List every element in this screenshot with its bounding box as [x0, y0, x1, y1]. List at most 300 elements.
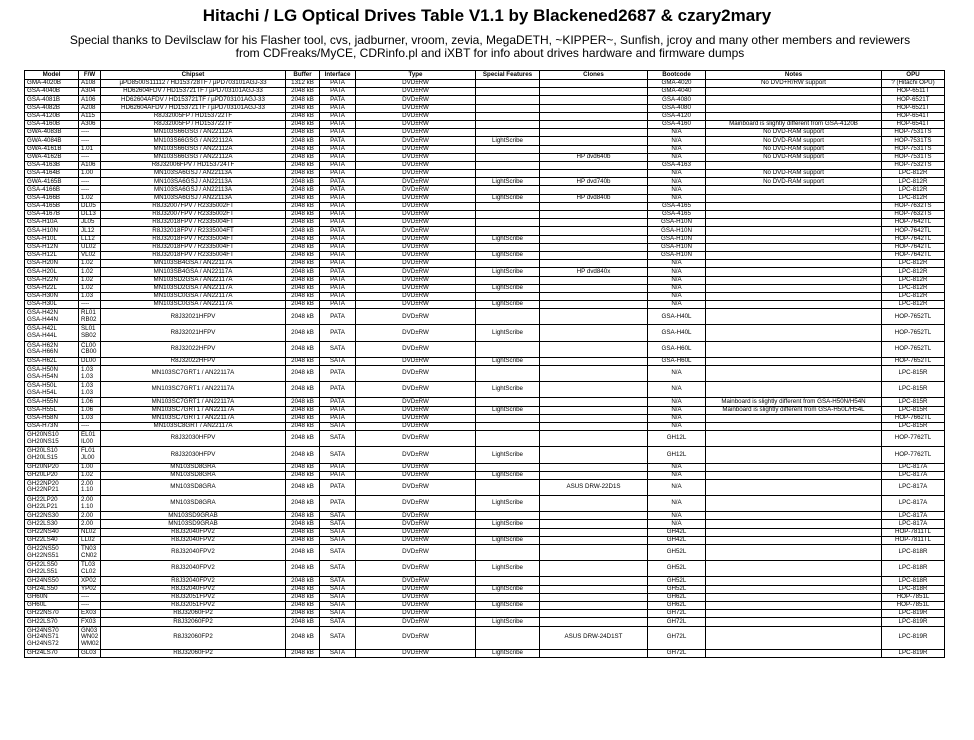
- cell-special-features: LightScribe: [476, 601, 540, 609]
- cell-firmware: 1.00: [79, 170, 101, 178]
- cell-chipset: R8J32040FPV2: [101, 545, 286, 561]
- table-row: [25, 219, 945, 227]
- cell-model: GSA-H10N: [25, 227, 79, 235]
- cell-buffer: 2048 kB: [286, 194, 320, 202]
- cell-model: GH22LS50 GH22LS51: [25, 561, 79, 577]
- cell-interface: SATA: [320, 512, 356, 520]
- cell-type: DVD±RW: [356, 145, 476, 153]
- cell-type: DVD±RW: [356, 292, 476, 300]
- cell-notes: [706, 561, 882, 577]
- cell-firmware: UL02: [79, 243, 101, 251]
- cell-type: DVD±RW: [356, 219, 476, 227]
- cell-special-features: [476, 463, 540, 471]
- table-row: [25, 243, 945, 251]
- cell-chipset: R8J32005FP / HD153722TF: [101, 120, 286, 128]
- table-row: [25, 137, 945, 145]
- table-row: [25, 431, 945, 447]
- cell-type: DVD±RW: [356, 536, 476, 544]
- cell-model: GH22LS30: [25, 520, 79, 528]
- cell-interface: PATA: [320, 178, 356, 186]
- cell-notes: No DVD-RAM support: [706, 137, 882, 145]
- column-header-clones: Clones: [540, 71, 648, 80]
- cell-notes: [706, 520, 882, 528]
- cell-buffer: 2048 kB: [286, 406, 320, 414]
- cell-firmware: 1.01: [79, 145, 101, 153]
- cell-firmware: VL02: [79, 251, 101, 259]
- cell-chipset: R8J32007FPV / R2335002FT: [101, 211, 286, 219]
- cell-clones: [540, 129, 648, 137]
- cell-opu: LPC-812R: [882, 194, 945, 202]
- cell-notes: [706, 161, 882, 169]
- cell-firmware: 1.02: [79, 284, 101, 292]
- cell-special-features: LightScribe: [476, 650, 540, 658]
- cell-chipset: µPD8500S11112 / HD153728TF / µPD703101AGJ-33: [101, 80, 286, 88]
- cell-firmware: 1.03 1.03: [79, 382, 101, 398]
- cell-buffer: 2048 kB: [286, 284, 320, 292]
- cell-notes: [706, 463, 882, 471]
- cell-notes: [706, 235, 882, 243]
- table-body: [25, 80, 945, 658]
- cell-interface: PATA: [320, 292, 356, 300]
- cell-chipset: MN103SD8GRA: [101, 463, 286, 471]
- cell-clones: [540, 104, 648, 112]
- column-header-type: Type: [356, 71, 476, 80]
- cell-interface: PATA: [320, 309, 356, 325]
- table-row: [25, 447, 945, 463]
- cell-buffer: 2048 kB: [286, 593, 320, 601]
- cell-chipset: R8J32021HFPV: [101, 309, 286, 325]
- cell-model: GH22LS40: [25, 536, 79, 544]
- cell-notes: [706, 512, 882, 520]
- cell-firmware: 1.06: [79, 406, 101, 414]
- cell-notes: [706, 227, 882, 235]
- cell-notes: [706, 276, 882, 284]
- cell-interface: PATA: [320, 120, 356, 128]
- cell-type: DVD±RW: [356, 414, 476, 422]
- cell-opu: HOP-6541T: [882, 112, 945, 120]
- cell-clones: ASUS DRW-22D1S: [540, 479, 648, 495]
- cell-model: GH22NS40: [25, 528, 79, 536]
- cell-model: GSA-4166B: [25, 186, 79, 194]
- cell-notes: No DVD-RAM support: [706, 170, 882, 178]
- cell-special-features: [476, 243, 540, 251]
- cell-opu: LPC-817A: [882, 463, 945, 471]
- cell-opu: LPC-819R: [882, 650, 945, 658]
- cell-buffer: 2048 kB: [286, 471, 320, 479]
- cell-chipset: MN103SC7GRT1 / AN22117A: [101, 398, 286, 406]
- column-header-firmware: F/W: [79, 71, 101, 80]
- cell-interface: PATA: [320, 153, 356, 161]
- cell-bootcode: GH72L: [648, 650, 706, 658]
- cell-interface: PATA: [320, 194, 356, 202]
- table-row: [25, 496, 945, 512]
- cell-opu: HOP-7642TL: [882, 251, 945, 259]
- cell-model: GH22NS30: [25, 512, 79, 520]
- cell-type: DVD±RW: [356, 496, 476, 512]
- cell-opu: HOP-6521T: [882, 96, 945, 104]
- cell-clones: [540, 545, 648, 561]
- cell-chipset: MN103S66GSG / AN22112A: [101, 153, 286, 161]
- cell-special-features: [476, 219, 540, 227]
- cell-type: DVD±RW: [356, 88, 476, 96]
- cell-firmware: 1.03: [79, 292, 101, 300]
- cell-buffer: 2048 kB: [286, 251, 320, 259]
- cell-model: GH20LP20: [25, 471, 79, 479]
- cell-firmware: A115: [79, 112, 101, 120]
- cell-chipset: MN103SB4GSA / AN22117A: [101, 260, 286, 268]
- cell-firmware: RL01 RB02: [79, 309, 101, 325]
- cell-model: GSA-H30L: [25, 301, 79, 309]
- cell-clones: [540, 447, 648, 463]
- cell-model: GSA-H12L: [25, 251, 79, 259]
- cell-clones: [540, 88, 648, 96]
- cell-chipset: MN103SD9GRAB: [101, 512, 286, 520]
- cell-special-features: [476, 512, 540, 520]
- cell-bootcode: N/A: [648, 260, 706, 268]
- cell-model: GH22LS70: [25, 618, 79, 626]
- table-row: [25, 528, 945, 536]
- cell-buffer: 2048 kB: [286, 104, 320, 112]
- table-row: [25, 585, 945, 593]
- table-row: [25, 561, 945, 577]
- cell-firmware: ----: [79, 422, 101, 430]
- cell-chipset: MN103S66GSG / AN22112A: [101, 129, 286, 137]
- cell-type: DVD±RW: [356, 512, 476, 520]
- cell-firmware: 1.06: [79, 398, 101, 406]
- cell-notes: No DVD-RAM support: [706, 178, 882, 186]
- cell-firmware: A106: [79, 161, 101, 169]
- cell-buffer: 2048 kB: [286, 479, 320, 495]
- cell-special-features: [476, 129, 540, 137]
- cell-type: DVD±RW: [356, 104, 476, 112]
- cell-special-features: [476, 431, 540, 447]
- cell-opu: LPC-815R: [882, 382, 945, 398]
- cell-type: DVD±RW: [356, 398, 476, 406]
- cell-firmware: A208: [79, 104, 101, 112]
- table-row: [25, 601, 945, 609]
- cell-bootcode: N/A: [648, 284, 706, 292]
- cell-clones: [540, 235, 648, 243]
- cell-type: DVD±RW: [356, 227, 476, 235]
- cell-interface: PATA: [320, 496, 356, 512]
- cell-buffer: 2048 kB: [286, 366, 320, 382]
- cell-bootcode: GH52L: [648, 577, 706, 585]
- cell-buffer: 2048 kB: [286, 585, 320, 593]
- cell-opu: LPC-818R: [882, 545, 945, 561]
- cell-interface: PATA: [320, 96, 356, 104]
- cell-special-features: [476, 112, 540, 120]
- cell-special-features: [476, 626, 540, 650]
- cell-special-features: LightScribe: [476, 618, 540, 626]
- cell-opu: LPC-818R: [882, 585, 945, 593]
- table-row: [25, 650, 945, 658]
- cell-clones: [540, 202, 648, 210]
- cell-type: DVD±RW: [356, 276, 476, 284]
- cell-buffer: 2048 kB: [286, 260, 320, 268]
- cell-type: DVD±RW: [356, 357, 476, 365]
- cell-special-features: [476, 120, 540, 128]
- cell-bootcode: N/A: [648, 463, 706, 471]
- cell-special-features: [476, 479, 540, 495]
- cell-firmware: ----: [79, 137, 101, 145]
- cell-chipset: MN103S66GSG / AN22112A: [101, 145, 286, 153]
- cell-type: DVD±RW: [356, 422, 476, 430]
- cell-chipset: MN103S66GSG / AN22112A: [101, 137, 286, 145]
- cell-opu: HOP-7642TL: [882, 243, 945, 251]
- column-header-buffer: Buffer: [286, 71, 320, 80]
- cell-chipset: R8J32022HFPV: [101, 357, 286, 365]
- cell-notes: No DVD-RAM support: [706, 145, 882, 153]
- cell-bootcode: GSA-H10N: [648, 251, 706, 259]
- cell-type: DVD±RW: [356, 129, 476, 137]
- cell-interface: PATA: [320, 479, 356, 495]
- cell-buffer: 2048 kB: [286, 276, 320, 284]
- cell-model: GH20NS10 GH20NS15: [25, 431, 79, 447]
- cell-special-features: [476, 528, 540, 536]
- cell-opu: HOP-6511T: [882, 88, 945, 96]
- cell-firmware: A108: [79, 80, 101, 88]
- cell-opu: HOP-7652TL: [882, 357, 945, 365]
- cell-notes: [706, 593, 882, 601]
- cell-buffer: 2048 kB: [286, 382, 320, 398]
- cell-interface: SATA: [320, 341, 356, 357]
- cell-special-features: LightScribe: [476, 268, 540, 276]
- cell-interface: PATA: [320, 382, 356, 398]
- cell-buffer: 2048 kB: [286, 431, 320, 447]
- cell-chipset: MN103SA6GSJ / AN22113A: [101, 186, 286, 194]
- table-row: [25, 292, 945, 300]
- cell-type: DVD±RW: [356, 618, 476, 626]
- cell-model: GSA-4040B: [25, 88, 79, 96]
- cell-opu: LPC-812R: [882, 260, 945, 268]
- cell-model: GSA-4082B: [25, 104, 79, 112]
- cell-buffer: 2048 kB: [286, 129, 320, 137]
- cell-bootcode: GH62L: [648, 601, 706, 609]
- cell-firmware: LL12: [79, 235, 101, 243]
- cell-interface: SATA: [320, 447, 356, 463]
- cell-firmware: DL05: [79, 202, 101, 210]
- cell-clones: [540, 577, 648, 585]
- column-header-bootcode: Bootcode: [648, 71, 706, 80]
- table-row: [25, 194, 945, 202]
- cell-type: DVD±RW: [356, 447, 476, 463]
- cell-firmware: TL03 CL02: [79, 561, 101, 577]
- cell-opu: HOP-6521T: [882, 104, 945, 112]
- cell-buffer: 2048 kB: [286, 170, 320, 178]
- cell-bootcode: GH52L: [648, 561, 706, 577]
- table-row: [25, 227, 945, 235]
- cell-bootcode: GH12L: [648, 447, 706, 463]
- table-row: [25, 398, 945, 406]
- cell-chipset: R8J32007FPV / R2335002FT: [101, 202, 286, 210]
- table-row: [25, 235, 945, 243]
- cell-buffer: 2048 kB: [286, 545, 320, 561]
- table-row: [25, 520, 945, 528]
- cell-opu: LPC-815R: [882, 422, 945, 430]
- cell-opu: HOP-7531TS: [882, 137, 945, 145]
- cell-opu: LPC-812R: [882, 268, 945, 276]
- cell-model: GSA-4165B: [25, 202, 79, 210]
- cell-special-features: LightScribe: [476, 357, 540, 365]
- cell-bootcode: N/A: [648, 145, 706, 153]
- cell-chipset: MN103SB4GSA / AN22117A: [101, 268, 286, 276]
- cell-bootcode: GSA-H10N: [648, 219, 706, 227]
- cell-firmware: 2.00: [79, 520, 101, 528]
- cell-firmware: 2.00: [79, 512, 101, 520]
- cell-type: DVD±RW: [356, 471, 476, 479]
- table-row: [25, 545, 945, 561]
- cell-clones: [540, 398, 648, 406]
- cell-chipset: MN103SA6GSJ / AN22113A: [101, 178, 286, 186]
- cell-notes: [706, 447, 882, 463]
- cell-buffer: 2048 kB: [286, 610, 320, 618]
- cell-special-features: LightScribe: [476, 471, 540, 479]
- cell-model: GSA-4081B: [25, 96, 79, 104]
- cell-chipset: R8J32022HFPV: [101, 341, 286, 357]
- cell-clones: [540, 80, 648, 88]
- cell-notes: [706, 112, 882, 120]
- cell-type: DVD±RW: [356, 366, 476, 382]
- cell-firmware: JL05: [79, 219, 101, 227]
- cell-model: GSA-H22N: [25, 276, 79, 284]
- cell-opu: LPC-819R: [882, 626, 945, 650]
- cell-firmware: 1.03 1.03: [79, 366, 101, 382]
- cell-bootcode: GH62L: [648, 593, 706, 601]
- cell-bootcode: GSA-H10N: [648, 227, 706, 235]
- cell-special-features: [476, 292, 540, 300]
- cell-interface: PATA: [320, 268, 356, 276]
- cell-type: DVD±RW: [356, 260, 476, 268]
- cell-buffer: 2048 kB: [286, 219, 320, 227]
- cell-bootcode: GSA-4080: [648, 96, 706, 104]
- cell-type: DVD±RW: [356, 626, 476, 650]
- cell-chipset: HD62604AFDV / HD153721TF / µPD703101AGJ-33: [101, 104, 286, 112]
- cell-firmware: YP02: [79, 585, 101, 593]
- cell-notes: [706, 202, 882, 210]
- cell-opu: HOP-7811TL: [882, 528, 945, 536]
- cell-special-features: [476, 341, 540, 357]
- cell-clones: [540, 471, 648, 479]
- cell-opu: LPC-818R: [882, 561, 945, 577]
- cell-model: GSA-H42L GSA-H44L: [25, 325, 79, 341]
- cell-chipset: MN103SD2GSA / AN22117A: [101, 276, 286, 284]
- cell-firmware: EX03: [79, 610, 101, 618]
- cell-interface: PATA: [320, 211, 356, 219]
- drives-table: [24, 70, 945, 658]
- cell-opu: HOP-7632TS: [882, 202, 945, 210]
- cell-bootcode: GSA-4165: [648, 211, 706, 219]
- table-row: [25, 211, 945, 219]
- cell-interface: SATA: [320, 618, 356, 626]
- cell-chipset: R8J32040FPV2: [101, 561, 286, 577]
- cell-bootcode: GH72L: [648, 626, 706, 650]
- cell-interface: PATA: [320, 88, 356, 96]
- cell-bootcode: N/A: [648, 471, 706, 479]
- cell-chipset: MN103SC0GSA / AN22117A: [101, 301, 286, 309]
- cell-interface: PATA: [320, 471, 356, 479]
- cell-clones: [540, 593, 648, 601]
- cell-firmware: 1.02: [79, 194, 101, 202]
- cell-notes: [706, 601, 882, 609]
- cell-model: GSA-H12N: [25, 243, 79, 251]
- cell-firmware: 1.02: [79, 268, 101, 276]
- cell-notes: [706, 251, 882, 259]
- cell-model: GWA-4161B: [25, 145, 79, 153]
- cell-chipset: R8J32018FPV / R2335004FT: [101, 235, 286, 243]
- cell-opu: HOP-7642TL: [882, 235, 945, 243]
- cell-clones: [540, 161, 648, 169]
- cell-clones: [540, 610, 648, 618]
- cell-buffer: 2048 kB: [286, 618, 320, 626]
- cell-bootcode: N/A: [648, 479, 706, 495]
- table-row: [25, 301, 945, 309]
- table-row: [25, 536, 945, 544]
- cell-type: DVD±RW: [356, 610, 476, 618]
- cell-interface: PATA: [320, 137, 356, 145]
- cell-special-features: [476, 398, 540, 406]
- cell-firmware: 2.00 1.10: [79, 479, 101, 495]
- cell-notes: [706, 496, 882, 512]
- cell-clones: [540, 382, 648, 398]
- table-row: [25, 577, 945, 585]
- cell-notes: [706, 96, 882, 104]
- cell-firmware: SL01 SB02: [79, 325, 101, 341]
- subtitle-line-2: from CDFreaks/MyCE, CDRinfo.pl and iXBT for info about drives hardware and firmware dumps: [235, 45, 745, 60]
- cell-model: GH60L: [25, 601, 79, 609]
- cell-notes: Mainboard is slightly different from GSA-H50L/H54L: [706, 406, 882, 414]
- cell-type: DVD±RW: [356, 382, 476, 398]
- cell-model: GH24NS70 GH24NS71 GH24NS72: [25, 626, 79, 650]
- cell-model: GSA-H20L: [25, 268, 79, 276]
- cell-type: DVD±RW: [356, 463, 476, 471]
- cell-clones: [540, 414, 648, 422]
- cell-firmware: FL01 JL00: [79, 447, 101, 463]
- cell-chipset: HD62604FDV / HD153721TF / µPD703101AGJ-33: [101, 88, 286, 96]
- cell-type: DVD±RW: [356, 268, 476, 276]
- cell-firmware: 1.00: [79, 463, 101, 471]
- cell-special-features: [476, 153, 540, 161]
- cell-model: GSA-H42N GSA-H44N: [25, 309, 79, 325]
- cell-special-features: LightScribe: [476, 194, 540, 202]
- cell-buffer: 2048 kB: [286, 112, 320, 120]
- cell-special-features: [476, 545, 540, 561]
- cell-interface: PATA: [320, 80, 356, 88]
- table-row: [25, 80, 945, 88]
- cell-type: DVD±RW: [356, 161, 476, 169]
- cell-clones: [540, 366, 648, 382]
- column-header-chipset: Chipset: [101, 71, 286, 80]
- cell-model: GSA-H55N: [25, 398, 79, 406]
- cell-bootcode: N/A: [648, 276, 706, 284]
- cell-type: DVD±RW: [356, 406, 476, 414]
- cell-firmware: A106: [79, 96, 101, 104]
- cell-type: DVD±RW: [356, 341, 476, 357]
- cell-bootcode: GH72L: [648, 618, 706, 626]
- cell-buffer: 2048 kB: [286, 601, 320, 609]
- column-header-model: Model: [25, 71, 79, 80]
- cell-bootcode: N/A: [648, 496, 706, 512]
- cell-special-features: [476, 260, 540, 268]
- cell-notes: [706, 610, 882, 618]
- cell-special-features: LightScribe: [476, 301, 540, 309]
- cell-buffer: 1312 kB: [286, 80, 320, 88]
- cell-buffer: 2048 kB: [286, 309, 320, 325]
- table-row: [25, 186, 945, 194]
- cell-model: GSA-H20N: [25, 260, 79, 268]
- cell-firmware: LL02: [79, 536, 101, 544]
- cell-model: GH24NS50: [25, 577, 79, 585]
- cell-clones: [540, 211, 648, 219]
